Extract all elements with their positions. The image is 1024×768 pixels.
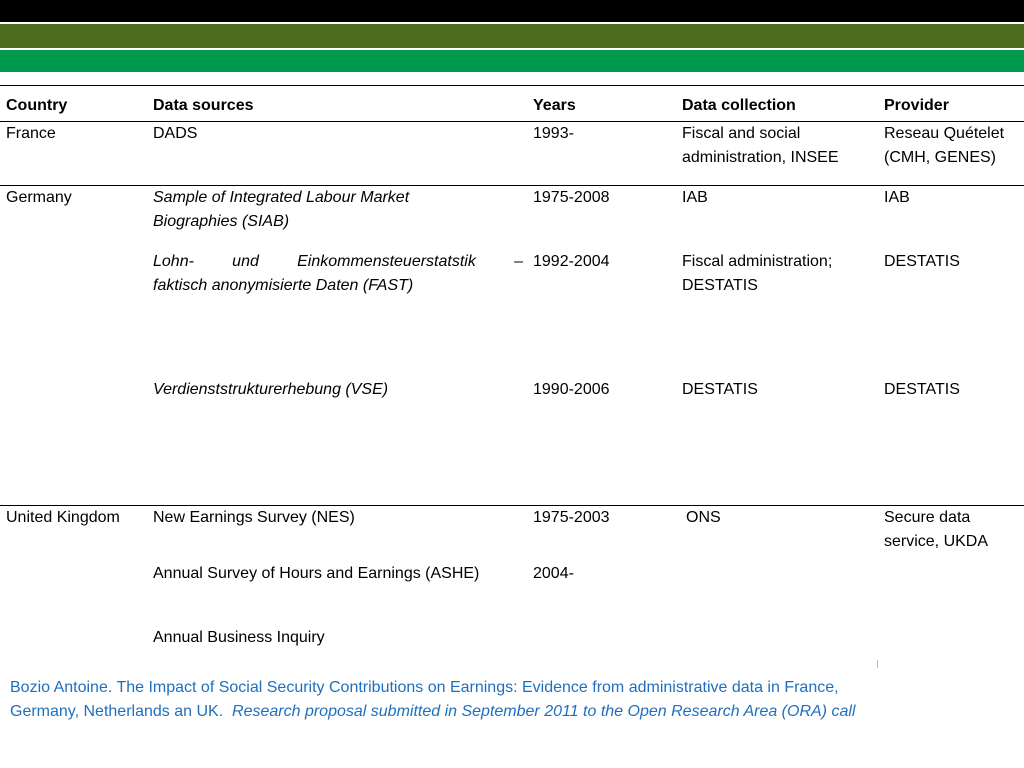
- column-header-data-sources: Data sources: [153, 97, 254, 114]
- uk-nes-provider-line1: Secure data: [884, 509, 971, 526]
- uk-country: United Kingdom: [6, 509, 120, 526]
- france-collection-line2: administration, INSEE: [682, 149, 839, 166]
- uk-ashe-source: Annual Survey of Hours and Earnings (ASHE): [153, 565, 480, 582]
- germany-vse-source: Verdienststrukturerhebung (VSE): [153, 381, 389, 398]
- france-provider-line1: Reseau Quételet: [884, 125, 1005, 142]
- germany-vse-collection: DESTATIS: [682, 381, 758, 398]
- column-header-years: Years: [533, 97, 576, 114]
- germany-siab-provider: IAB: [884, 189, 910, 206]
- header-band-black: [0, 0, 1024, 22]
- france-country: France: [6, 125, 56, 142]
- column-header-data-collection: Data collection: [682, 97, 796, 114]
- germany-fast-collection-line1: Fiscal administration;: [682, 253, 833, 270]
- germany-fast-source-line2: faktisch anonymisierte Daten (FAST): [153, 277, 414, 294]
- citation-line2: [10, 700, 1010, 724]
- uk-nes-collection: ONS: [686, 509, 721, 526]
- germany-fast-collection-line2: DESTATIS: [682, 277, 758, 294]
- germany-fast-source-line1: Lohn- und Einkommensteuerstatstik –: [153, 253, 523, 270]
- uk-abi-source: Annual Business Inquiry: [153, 629, 325, 646]
- column-header-provider: Provider: [884, 97, 949, 114]
- citation-line1: Bozio Antoine. The Impact of Social Security Contributions on Earnings: Evidence from administrative data in France,: [10, 679, 839, 696]
- germany-vse-years: 1990-2006: [533, 381, 610, 398]
- uk-ashe-years: 2004-: [533, 565, 574, 582]
- germany-country: Germany: [6, 189, 72, 206]
- header-band-green: [0, 50, 1024, 72]
- france-source: DADS: [153, 125, 198, 142]
- citation-line2-plain: Germany, Netherlands an UK.: [10, 703, 233, 720]
- uk-nes-source: New Earnings Survey (NES): [153, 509, 355, 526]
- divider-tick: [877, 660, 878, 668]
- germany-fast-years: 1992-2004: [533, 253, 610, 270]
- france-provider-line2: (CMH, GENES): [884, 149, 996, 166]
- germany-siab-source-line1: Sample of Integrated Labour Market: [153, 189, 410, 206]
- uk-nes-provider-line2: service, UKDA: [884, 533, 989, 550]
- column-header-country: Country: [6, 97, 68, 114]
- france-collection-line1: Fiscal and social: [682, 125, 801, 142]
- germany-siab-collection: IAB: [682, 189, 708, 206]
- germany-siab-source-line2: Biographies (SIAB): [153, 213, 290, 230]
- france-years: 1993-: [533, 125, 574, 142]
- germany-fast-provider: DESTATIS: [884, 253, 960, 270]
- citation: [10, 676, 1010, 724]
- citation-line2-italic: Research proposal submitted in September 2011 to the Open Research Area (ORA) call: [232, 703, 856, 720]
- table-top-rule: [0, 85, 1024, 86]
- header-band-olive: [0, 24, 1024, 48]
- germany-vse-provider: DESTATIS: [884, 381, 960, 398]
- uk-nes-years: 1975-2003: [533, 509, 610, 526]
- germany-siab-years: 1975-2008: [533, 189, 610, 206]
